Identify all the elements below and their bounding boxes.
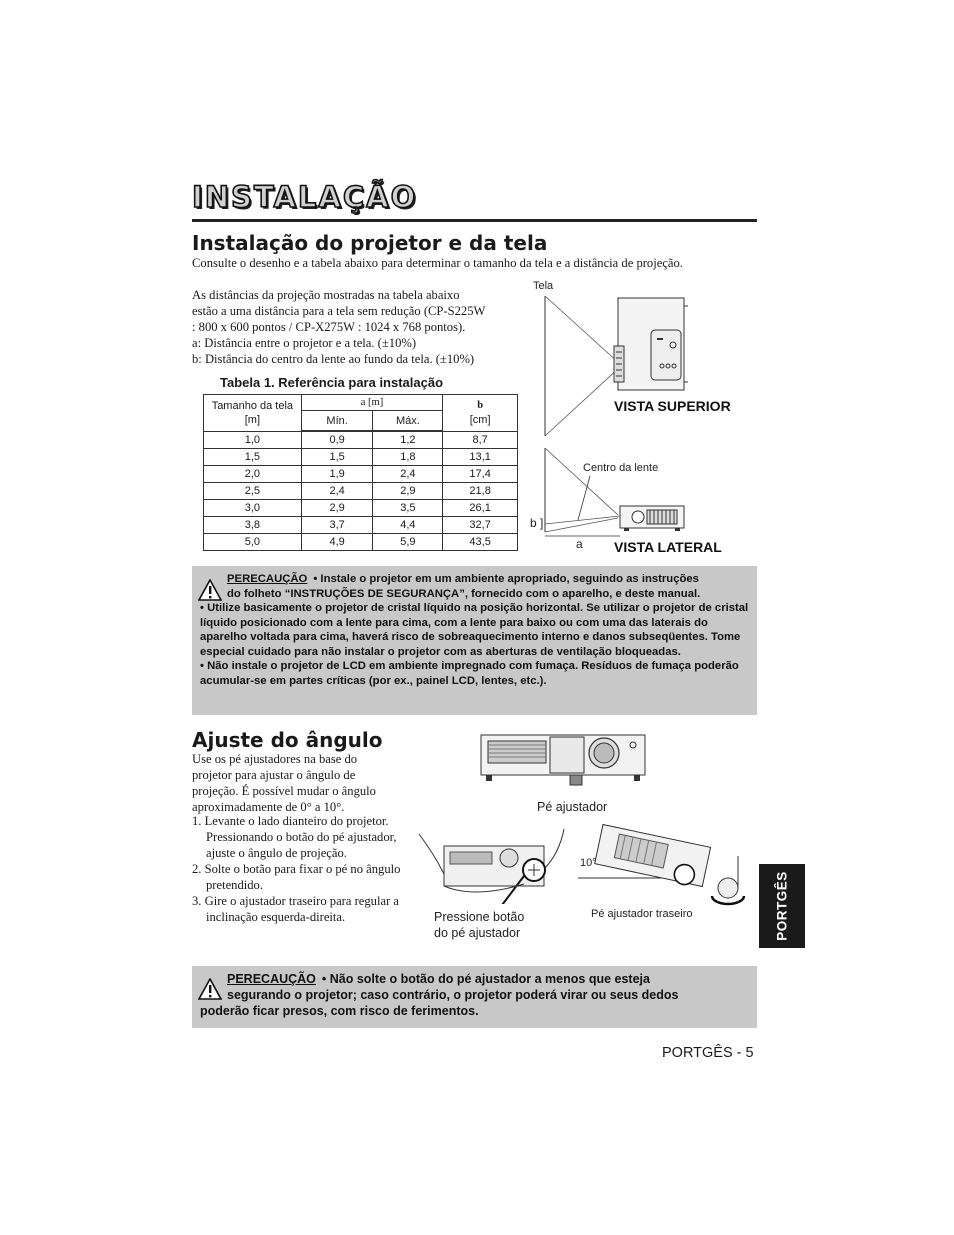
- header-min: Mín.: [301, 411, 373, 432]
- top-view-diagram: [540, 292, 690, 442]
- header-b: b [cm]: [443, 395, 518, 432]
- a-dimension-label: a: [576, 537, 583, 551]
- list-item: 1. Levante o lado dianteiro do projetor. Pressionando o botão do pé ajustador, ajuste o ângulo de projeção.: [192, 814, 397, 860]
- section-intro: Consulte o desenho e a tabela abaixo para determinar o tamanho da tela e a distância de projeção.: [192, 256, 683, 270]
- note-line: As distâncias da projeção mostradas na tabela abaixo: [192, 288, 460, 302]
- caution-text: segurando o projetor; caso contrário, o projetor poderá virar ou seus dedos: [227, 988, 679, 1002]
- side-view-diagram: [540, 444, 690, 540]
- title-rule: [192, 219, 757, 222]
- installation-reference-table: [203, 394, 518, 551]
- table-row: 1,0 0,9 1,2 8,7: [204, 431, 518, 449]
- note-line: a: Distância entre o projetor e a tela. (±10%): [192, 336, 417, 350]
- lens-center-label: Centro da lente: [583, 462, 659, 474]
- rear-foot-label: Pé ajustador traseiro: [591, 908, 693, 920]
- b-dimension-label: b ]: [530, 516, 544, 530]
- table-caption: Tabela 1. Referência para instalação: [220, 375, 444, 390]
- screen-label: Tela: [533, 280, 554, 292]
- section-heading-installation: Instalação do projetor e da tela: [192, 231, 548, 255]
- tilt-diagram: [578, 818, 754, 912]
- caution-text: • Não solte o botão do pé ajustador a menos que esteja: [321, 972, 650, 986]
- warning-icon: [198, 579, 222, 601]
- caution-box-foot: [192, 966, 757, 1028]
- header-max: Máx.: [373, 411, 443, 432]
- distance-notes: [192, 287, 532, 367]
- table-row: 5,0 4,9 5,9 43,5: [204, 534, 518, 551]
- top-view-label: VISTA SUPERIOR: [614, 398, 731, 414]
- table-row: 2,5 2,4 2,9 21,8: [204, 483, 518, 500]
- table-row: 3,8 3,7 4,4 32,7: [204, 517, 518, 534]
- list-item: 2. Solte o botão para fixar o pé no ângulo pretendido.: [192, 862, 401, 892]
- caution-paragraph: • Não instale o projetor de LCD em ambiente impregnado com fumaça. Resíduos de fumaça poderão acumular-se em partes críticas (por ex., painel LCD, lentes, etc.).: [200, 660, 739, 687]
- angle-intro: Use os pé ajustadores na base do projetor para ajustar o ângulo de projeção. É possível mudar o ângulo aproximadamente de 0° a 10°.: [192, 752, 376, 814]
- section-heading-angle: Ajuste do ângulo: [192, 728, 383, 752]
- angle-steps: [192, 813, 414, 925]
- table-row: 3,0 2,9 3,5 26,1: [204, 500, 518, 517]
- warning-icon: [198, 978, 222, 1000]
- list-item: 3. Gire o ajustador traseiro para regular a inclinação esquerda-direita.: [192, 894, 400, 924]
- header-a: a [m]: [301, 395, 443, 411]
- table-row: 2,0 1,9 2,4 17,4: [204, 466, 518, 483]
- header-screen-size: Tamanho da tela [m]: [204, 395, 302, 432]
- press-button-label: Pressione botão do pé ajustador: [434, 910, 525, 940]
- caution-box-installation: [192, 566, 757, 715]
- caution-text: do folheto “INSTRUÇÕES DE SEGURANÇA”, fornecido com o aparelho, e deste manual.: [227, 587, 701, 600]
- note-line: : 800 x 600 pontos / CP-X275W : 1024 x 768 pontos).: [192, 320, 466, 334]
- caution-text: poderão ficar presos, com risco de ferimentos.: [200, 1004, 479, 1018]
- foot-label: Pé ajustador: [537, 800, 608, 814]
- press-button-diagram: [414, 824, 574, 904]
- angle-label: 10°: [580, 857, 597, 869]
- projector-front-diagram: [478, 731, 650, 787]
- page-number: PORTGÊS - 5: [662, 1045, 754, 1061]
- page-title: INSTALAÇÃO: [192, 180, 418, 214]
- note-line: estão a uma distância para a tela sem redução (CP-S225W: [192, 304, 486, 318]
- caution-label: PERECAUÇÃO: [227, 573, 308, 585]
- note-line: b: Distância do centro da lente ao fundo da tela. (±10%): [192, 352, 475, 366]
- language-side-tab: PORTGÊS: [759, 864, 805, 948]
- side-view-label: VISTA LATERAL: [614, 539, 722, 555]
- table-row: 1,5 1,5 1,8 13,1: [204, 449, 518, 466]
- caution-label: PERECAUÇÃO: [227, 972, 316, 986]
- caution-paragraph: • Utilize basicamente o projetor de cristal líquido na posição horizontal. Se utilizar o projetor de cristal líquido posicionado com a lente para cima, com a lente para baixo ou com uma das laterais do aparelho voltada para cima, haverá risco de sobreaquecimento interno e danos subseqüentes. Tome especial cuidado para não instalar o projetor com as aberturas de ventilação bloqueadas.: [200, 602, 749, 658]
- caution-text: • Instale o projetor em um ambiente apropriado, seguindo as instruções: [313, 573, 699, 585]
